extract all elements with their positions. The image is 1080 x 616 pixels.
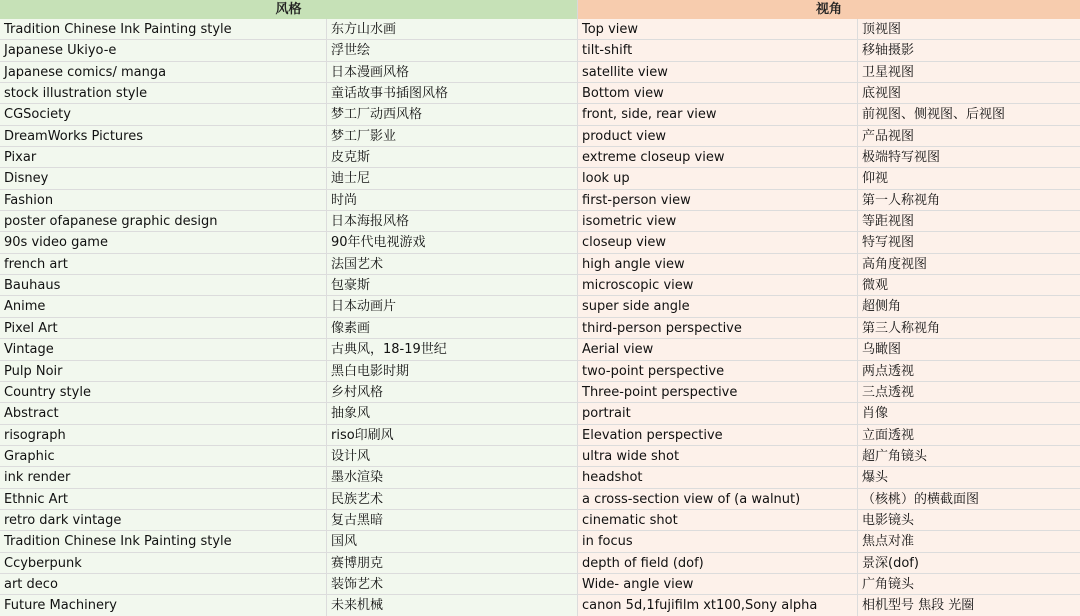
view-chinese-cell[interactable]: 第一人称视角 [858, 190, 1080, 211]
view-english-cell[interactable]: Elevation perspective [578, 425, 858, 446]
table-row [0, 40, 1080, 61]
style-chinese-cell[interactable]: 包豪斯 [327, 275, 578, 296]
table-row [0, 296, 1080, 317]
view-english-cell[interactable]: cinematic shot [578, 510, 858, 531]
view-column-header[interactable]: 视角 [578, 0, 1080, 19]
header-row [0, 0, 1080, 19]
view-english-cell[interactable]: in focus [578, 531, 858, 552]
view-chinese-cell[interactable]: 广角镜头 [858, 574, 1080, 595]
view-chinese-cell[interactable]: 两点透视 [858, 361, 1080, 382]
table-row [0, 382, 1080, 403]
style-chinese-cell[interactable]: 东方山水画 [327, 19, 578, 40]
view-chinese-cell[interactable]: 底视图 [858, 83, 1080, 104]
view-english-cell[interactable]: first-person view [578, 190, 858, 211]
view-chinese-cell[interactable]: 卫星视图 [858, 62, 1080, 83]
style-chinese-cell[interactable]: 梦工厂动西风格 [327, 104, 578, 125]
style-chinese-cell[interactable]: 设计风 [327, 446, 578, 467]
style-chinese-cell[interactable]: 日本动画片 [327, 296, 578, 317]
table-row [0, 467, 1080, 488]
style-english-cell[interactable]: Ccyberpunk [0, 553, 327, 574]
style-english-cell[interactable]: Pulp Noir [0, 361, 327, 382]
style-english-cell[interactable]: Ethnic Art [0, 489, 327, 510]
view-chinese-cell[interactable]: 极端特写视图 [858, 147, 1080, 168]
view-chinese-cell[interactable]: 等距视图 [858, 211, 1080, 232]
view-chinese-cell[interactable]: 焦点对准 [858, 531, 1080, 552]
style-english-cell[interactable]: Future Machinery [0, 595, 327, 616]
view-chinese-cell[interactable]: 第三人称视角 [858, 318, 1080, 339]
table-row [0, 595, 1080, 616]
table-row [0, 232, 1080, 253]
view-chinese-cell[interactable]: 移轴摄影 [858, 40, 1080, 61]
view-english-cell[interactable]: extreme closeup view [578, 147, 858, 168]
view-english-cell[interactable]: product view [578, 126, 858, 147]
view-english-cell[interactable]: look up [578, 168, 858, 189]
view-chinese-cell[interactable]: 顶视图 [858, 19, 1080, 40]
style-chinese-cell[interactable]: 墨水渲染 [327, 467, 578, 488]
style-chinese-cell[interactable]: 赛博朋克 [327, 553, 578, 574]
style-chinese-cell[interactable]: 复古黑暗 [327, 510, 578, 531]
style-english-cell[interactable]: Tradition Chinese Ink Painting style [0, 19, 327, 40]
view-english-cell[interactable]: Three-point perspective [578, 382, 858, 403]
table-row [0, 403, 1080, 424]
style-english-cell[interactable]: french art [0, 254, 327, 275]
style-chinese-cell[interactable]: 皮克斯 [327, 147, 578, 168]
view-english-cell[interactable]: closeup view [578, 232, 858, 253]
view-english-cell[interactable]: ultra wide shot [578, 446, 858, 467]
view-chinese-cell[interactable]: （核桃）的横截面图 [858, 489, 1080, 510]
style-chinese-cell[interactable]: 梦工厂影业 [327, 126, 578, 147]
table-body [0, 19, 1080, 616]
style-english-cell[interactable]: risograph [0, 425, 327, 446]
view-english-cell[interactable]: canon 5d,1fujifilm xt100,Sony alpha [578, 595, 858, 616]
view-chinese-cell[interactable]: 特写视图 [858, 232, 1080, 253]
view-chinese-cell[interactable]: 前视图、侧视图、后视图 [858, 104, 1080, 125]
view-chinese-cell[interactable]: 产品视图 [858, 126, 1080, 147]
table-row [0, 168, 1080, 189]
style-chinese-cell[interactable]: riso印刷风 [327, 425, 578, 446]
view-english-cell[interactable]: depth of field (dof) [578, 553, 858, 574]
table-row [0, 553, 1080, 574]
style-english-cell[interactable]: Anime [0, 296, 327, 317]
table-row [0, 318, 1080, 339]
style-chinese-cell[interactable]: 装饰艺术 [327, 574, 578, 595]
style-chinese-cell[interactable]: 乡村风格 [327, 382, 578, 403]
style-english-cell[interactable]: Tradition Chinese Ink Painting style [0, 531, 327, 552]
style-chinese-cell[interactable]: 国风 [327, 531, 578, 552]
table-row [0, 83, 1080, 104]
view-chinese-cell[interactable]: 乌瞰图 [858, 339, 1080, 360]
style-english-cell[interactable]: Japanese comics/ manga [0, 62, 327, 83]
style-column-header[interactable]: 风格 [0, 0, 578, 19]
view-chinese-cell[interactable]: 立面透视 [858, 425, 1080, 446]
style-chinese-cell[interactable]: 日本漫画风格 [327, 62, 578, 83]
style-chinese-cell[interactable]: 迪士尼 [327, 168, 578, 189]
table-row [0, 339, 1080, 360]
style-english-cell[interactable]: Disney [0, 168, 327, 189]
table-row [0, 147, 1080, 168]
style-chinese-cell[interactable]: 日本海报风格 [327, 211, 578, 232]
table-row [0, 574, 1080, 595]
table-row [0, 510, 1080, 531]
style-chinese-cell[interactable]: 浮世绘 [327, 40, 578, 61]
view-english-cell[interactable]: super side angle [578, 296, 858, 317]
view-english-cell[interactable]: a cross-section view of (a walnut) [578, 489, 858, 510]
style-chinese-cell[interactable]: 抽象风 [327, 403, 578, 424]
style-english-cell[interactable]: Pixar [0, 147, 327, 168]
style-english-cell[interactable]: Bauhaus [0, 275, 327, 296]
view-english-cell[interactable]: microscopic view [578, 275, 858, 296]
view-chinese-cell[interactable]: 三点透视 [858, 382, 1080, 403]
view-chinese-cell[interactable]: 景深(dof) [858, 553, 1080, 574]
view-chinese-cell[interactable]: 超广角镜头 [858, 446, 1080, 467]
view-english-cell[interactable]: front, side, rear view [578, 104, 858, 125]
table-row [0, 425, 1080, 446]
view-chinese-cell[interactable]: 高角度视图 [858, 254, 1080, 275]
style-english-cell[interactable]: CGSociety [0, 104, 327, 125]
view-english-cell[interactable]: two-point perspective [578, 361, 858, 382]
table-row [0, 361, 1080, 382]
style-chinese-cell[interactable]: 像素画 [327, 318, 578, 339]
table-row [0, 275, 1080, 296]
style-english-cell[interactable]: 90s video game [0, 232, 327, 253]
style-english-cell[interactable]: Fashion [0, 190, 327, 211]
table-row [0, 190, 1080, 211]
view-english-cell[interactable]: headshot [578, 467, 858, 488]
style-chinese-cell[interactable]: 未来机械 [327, 595, 578, 616]
style-chinese-cell[interactable]: 时尚 [327, 190, 578, 211]
view-english-cell[interactable]: Aerial view [578, 339, 858, 360]
style-chinese-cell[interactable]: 90年代电视游戏 [327, 232, 578, 253]
view-english-cell[interactable]: tilt-shift [578, 40, 858, 61]
style-english-cell[interactable]: stock illustration style [0, 83, 327, 104]
style-english-cell[interactable]: ink render [0, 467, 327, 488]
style-english-cell[interactable]: poster ofapanese graphic design [0, 211, 327, 232]
table-row [0, 489, 1080, 510]
style-english-cell[interactable]: Japanese Ukiyo-e [0, 40, 327, 61]
style-english-cell[interactable]: Pixel Art [0, 318, 327, 339]
style-chinese-cell[interactable]: 法国艺术 [327, 254, 578, 275]
view-english-cell[interactable]: high angle view [578, 254, 858, 275]
style-chinese-cell[interactable]: 古典风，18-19世纪 [327, 339, 578, 360]
style-english-cell[interactable]: Country style [0, 382, 327, 403]
table-row [0, 254, 1080, 275]
style-chinese-cell[interactable]: 民族艺术 [327, 489, 578, 510]
view-chinese-cell[interactable]: 微观 [858, 275, 1080, 296]
view-english-cell[interactable]: portrait [578, 403, 858, 424]
table-row [0, 104, 1080, 125]
table-row [0, 211, 1080, 232]
table-row [0, 446, 1080, 467]
style-chinese-cell[interactable]: 黑白电影时期 [327, 361, 578, 382]
style-english-cell[interactable]: Abstract [0, 403, 327, 424]
view-english-cell[interactable]: Wide- angle view [578, 574, 858, 595]
view-chinese-cell[interactable]: 相机型号 焦段 光圈 [858, 595, 1080, 616]
view-chinese-cell[interactable]: 仰视 [858, 168, 1080, 189]
view-english-cell[interactable]: isometric view [578, 211, 858, 232]
style-english-cell[interactable]: Vintage [0, 339, 327, 360]
view-chinese-cell[interactable]: 爆头 [858, 467, 1080, 488]
style-english-cell[interactable]: Graphic [0, 446, 327, 467]
style-chinese-cell[interactable]: 童话故事书插图风格 [327, 83, 578, 104]
view-english-cell[interactable]: Bottom view [578, 83, 858, 104]
table-row [0, 19, 1080, 40]
view-chinese-cell[interactable]: 电影镜头 [858, 510, 1080, 531]
table-row [0, 531, 1080, 552]
view-chinese-cell[interactable]: 超侧角 [858, 296, 1080, 317]
table-row [0, 62, 1080, 83]
style-english-cell[interactable]: art deco [0, 574, 327, 595]
view-english-cell[interactable]: satellite view [578, 62, 858, 83]
table-row [0, 126, 1080, 147]
style-english-cell[interactable]: DreamWorks Pictures [0, 126, 327, 147]
view-english-cell[interactable]: Top view [578, 19, 858, 40]
view-chinese-cell[interactable]: 肖像 [858, 403, 1080, 424]
style-english-cell[interactable]: retro dark vintage [0, 510, 327, 531]
view-english-cell[interactable]: third-person perspective [578, 318, 858, 339]
